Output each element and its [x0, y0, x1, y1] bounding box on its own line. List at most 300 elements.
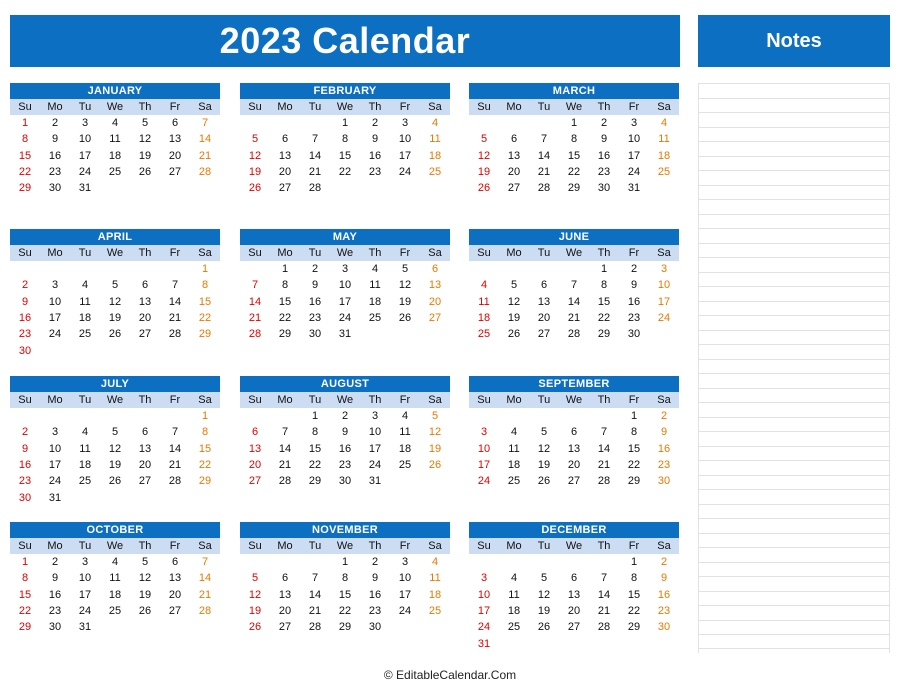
day-cell: 30 [48, 182, 62, 195]
note-line[interactable] [699, 344, 889, 359]
empty-cell [160, 408, 190, 424]
weekday-label: Su [248, 540, 262, 552]
day-cell: 13 [248, 442, 262, 455]
note-line[interactable] [699, 359, 889, 374]
empty-cell [529, 261, 559, 277]
day-cell: 29 [338, 621, 352, 634]
day-cell: 17 [48, 312, 62, 325]
weekday-header [240, 245, 450, 261]
weekday-label: Su [248, 394, 262, 406]
day-cell: 27 [278, 621, 292, 634]
day-cell: 28 [597, 621, 611, 634]
day-cell: 6 [570, 572, 578, 585]
day-cell: 6 [171, 117, 179, 130]
day-cell: 18 [78, 312, 92, 325]
day-cell: 20 [138, 459, 152, 472]
month-april [10, 229, 220, 359]
day-cell: 14 [597, 588, 611, 601]
day-cell: 5 [251, 572, 259, 585]
day-cell: 14 [248, 295, 262, 308]
day-cell: 19 [138, 588, 152, 601]
empty-cell [10, 408, 40, 424]
day-cell: 8 [341, 572, 349, 585]
day-cell: 23 [657, 459, 671, 472]
days-grid [10, 554, 220, 635]
weekday-label: Sa [428, 540, 442, 552]
weekday-label: Mo [47, 101, 63, 113]
weekday-label: Mo [506, 101, 522, 113]
day-cell: 24 [627, 166, 641, 179]
weekday-label: Tu [308, 394, 322, 406]
day-cell: 5 [141, 556, 149, 569]
day-cell: 4 [431, 556, 439, 569]
day-cell: 13 [567, 442, 581, 455]
note-line[interactable] [699, 156, 889, 171]
weekday-label: Sa [657, 247, 671, 259]
day-cell: 19 [108, 312, 122, 325]
weekday-label: Sa [428, 101, 442, 113]
note-line[interactable] [699, 402, 889, 417]
day-cell: 20 [278, 166, 292, 179]
note-line[interactable] [699, 243, 889, 258]
weekday-label: We [565, 247, 583, 259]
month-june [469, 229, 679, 342]
weekday-label: Tu [537, 394, 551, 406]
day-cell: 11 [429, 572, 441, 585]
day-cell: 16 [48, 588, 62, 601]
day-cell: 14 [537, 149, 551, 162]
day-cell: 5 [540, 572, 548, 585]
day-cell: 11 [399, 426, 411, 439]
weekday-header [469, 245, 679, 261]
day-cell: 16 [627, 295, 641, 308]
day-cell: 11 [369, 279, 381, 292]
weekday-label: Su [18, 101, 32, 113]
page-title: 2023 Calendar [10, 15, 680, 67]
weekday-label: Su [477, 247, 491, 259]
day-cell: 22 [18, 166, 32, 179]
weekday-label: Tu [78, 540, 92, 552]
day-cell: 21 [597, 459, 611, 472]
note-line[interactable] [699, 127, 889, 142]
day-cell: 7 [600, 572, 608, 585]
day-cell: 26 [248, 621, 262, 634]
day-cell: 29 [278, 328, 292, 341]
day-cell: 16 [657, 442, 671, 455]
day-cell: 18 [368, 295, 382, 308]
note-line[interactable] [699, 272, 889, 287]
day-cell: 14 [168, 295, 182, 308]
weekday-label: Fr [169, 540, 181, 552]
days-grid [240, 115, 450, 196]
day-cell: 22 [198, 312, 212, 325]
weekday-label: Sa [198, 540, 212, 552]
weekday-header [240, 99, 450, 115]
day-cell: 9 [51, 572, 59, 585]
weekday-header [240, 538, 450, 554]
empty-cell [40, 408, 70, 424]
empty-cell [499, 554, 529, 570]
empty-cell [270, 115, 300, 131]
month-january [10, 83, 220, 196]
note-line[interactable] [699, 315, 889, 330]
note-line[interactable] [699, 199, 889, 214]
day-cell: 25 [428, 605, 442, 618]
note-line[interactable] [699, 446, 889, 461]
day-cell: 8 [341, 133, 349, 146]
day-cell: 9 [311, 279, 319, 292]
day-cell: 25 [78, 328, 92, 341]
day-cell: 12 [398, 279, 412, 292]
note-line[interactable] [699, 112, 889, 127]
day-cell: 7 [171, 426, 179, 439]
day-cell: 9 [51, 133, 59, 146]
note-line[interactable] [699, 257, 889, 272]
day-cell: 6 [540, 279, 548, 292]
day-cell: 19 [248, 166, 262, 179]
note-line[interactable] [699, 634, 889, 649]
day-cell: 17 [477, 459, 491, 472]
day-cell: 13 [537, 295, 551, 308]
day-cell: 24 [368, 459, 382, 472]
day-cell: 27 [507, 182, 521, 195]
day-cell: 13 [428, 279, 442, 292]
day-cell: 26 [537, 475, 551, 488]
day-cell: 11 [109, 133, 121, 146]
day-cell: 16 [597, 149, 611, 162]
weekday-label: Su [477, 394, 491, 406]
day-cell: 26 [537, 621, 551, 634]
day-cell: 4 [510, 572, 518, 585]
weekday-label: Mo [277, 247, 293, 259]
empty-cell [240, 554, 270, 570]
day-cell: 11 [508, 588, 520, 601]
day-cell: 3 [480, 572, 488, 585]
day-cell: 23 [368, 605, 382, 618]
day-cell: 9 [660, 572, 668, 585]
weekday-label: Fr [628, 247, 640, 259]
weekday-label: Th [597, 101, 611, 113]
note-line[interactable] [699, 620, 889, 635]
day-cell: 11 [508, 442, 520, 455]
day-cell: 7 [201, 117, 209, 130]
day-cell: 2 [21, 426, 29, 439]
day-cell: 2 [600, 117, 608, 130]
day-cell: 16 [368, 149, 382, 162]
day-cell: 29 [18, 621, 32, 634]
day-cell: 25 [108, 605, 122, 618]
days-grid [469, 115, 679, 196]
day-cell: 7 [311, 133, 319, 146]
weekday-label: Fr [399, 540, 411, 552]
day-cell: 6 [141, 426, 149, 439]
weekday-label: We [336, 101, 354, 113]
day-cell: 15 [338, 149, 352, 162]
day-cell: 17 [78, 588, 92, 601]
note-line[interactable] [699, 417, 889, 432]
weekday-label: Mo [506, 540, 522, 552]
day-cell: 27 [428, 312, 442, 325]
empty-cell [300, 115, 330, 131]
weekday-label: Fr [628, 540, 640, 552]
day-cell: 4 [510, 426, 518, 439]
note-line[interactable] [699, 330, 889, 345]
day-cell: 10 [48, 295, 62, 308]
day-cell: 3 [341, 263, 349, 276]
day-cell: 5 [540, 426, 548, 439]
day-cell: 8 [201, 279, 209, 292]
note-line[interactable] [699, 170, 889, 185]
day-cell: 20 [138, 312, 152, 325]
day-cell: 16 [368, 588, 382, 601]
day-cell: 12 [507, 295, 521, 308]
weekday-label: Tu [78, 101, 92, 113]
day-cell: 13 [278, 149, 292, 162]
month-name: JULY [10, 376, 220, 392]
note-line[interactable] [699, 388, 889, 403]
day-cell: 14 [168, 442, 182, 455]
note-line[interactable] [699, 185, 889, 200]
day-cell: 25 [477, 328, 491, 341]
day-cell: 23 [627, 312, 641, 325]
day-cell: 9 [341, 426, 349, 439]
day-cell: 22 [338, 605, 352, 618]
note-line[interactable] [699, 286, 889, 301]
month-october [10, 522, 220, 635]
day-cell: 31 [338, 328, 352, 341]
day-cell: 22 [627, 605, 641, 618]
day-cell: 29 [308, 475, 322, 488]
month-name: NOVEMBER [240, 522, 450, 538]
notes-title: Notes [698, 15, 890, 67]
day-cell: 28 [248, 328, 262, 341]
day-cell: 2 [630, 263, 638, 276]
note-line[interactable] [699, 605, 889, 620]
day-cell: 26 [248, 182, 262, 195]
note-line[interactable] [699, 547, 889, 562]
note-line[interactable] [699, 228, 889, 243]
weekday-label: Mo [506, 247, 522, 259]
note-line[interactable] [699, 591, 889, 606]
day-cell: 26 [507, 328, 521, 341]
weekday-label: Th [597, 247, 611, 259]
weekday-label: Su [18, 247, 32, 259]
note-line[interactable] [699, 518, 889, 533]
day-cell: 19 [537, 459, 551, 472]
day-cell: 6 [510, 133, 518, 146]
note-line[interactable] [699, 533, 889, 548]
day-cell: 10 [398, 572, 412, 585]
day-cell: 1 [21, 117, 29, 130]
weekday-label: Tu [537, 540, 551, 552]
day-cell: 21 [198, 149, 212, 162]
note-line[interactable] [699, 475, 889, 490]
day-cell: 22 [278, 312, 292, 325]
day-cell: 14 [308, 149, 322, 162]
empty-cell [70, 261, 100, 277]
empty-cell [559, 261, 589, 277]
day-cell: 26 [477, 182, 491, 195]
day-cell: 19 [428, 442, 442, 455]
day-cell: 17 [477, 605, 491, 618]
weekday-label: Sa [657, 101, 671, 113]
day-cell: 19 [108, 459, 122, 472]
day-cell: 15 [18, 588, 32, 601]
day-cell: 18 [398, 442, 412, 455]
weekday-label: Tu [308, 540, 322, 552]
day-cell: 15 [198, 295, 212, 308]
day-cell: 25 [78, 475, 92, 488]
day-cell: 18 [108, 149, 122, 162]
weekday-label: Su [248, 101, 262, 113]
day-cell: 7 [201, 556, 209, 569]
day-cell: 12 [138, 133, 152, 146]
day-cell: 13 [507, 149, 521, 162]
weekday-label: Tu [78, 394, 92, 406]
note-line[interactable] [699, 141, 889, 156]
empty-cell [240, 408, 270, 424]
day-cell: 3 [660, 263, 668, 276]
day-cell: 19 [507, 312, 521, 325]
day-cell: 21 [308, 605, 322, 618]
day-cell: 5 [401, 263, 409, 276]
weekday-label: Mo [277, 394, 293, 406]
day-cell: 28 [198, 605, 212, 618]
day-cell: 10 [627, 133, 641, 146]
day-cell: 10 [338, 279, 352, 292]
day-cell: 10 [398, 133, 412, 146]
day-cell: 10 [477, 588, 491, 601]
day-cell: 18 [507, 459, 521, 472]
day-cell: 3 [401, 556, 409, 569]
day-cell: 28 [308, 182, 322, 195]
weekday-label: Fr [169, 247, 181, 259]
day-cell: 20 [428, 295, 442, 308]
day-cell: 7 [281, 426, 289, 439]
day-cell: 3 [401, 117, 409, 130]
day-cell: 23 [48, 166, 62, 179]
day-cell: 27 [278, 182, 292, 195]
day-cell: 27 [248, 475, 262, 488]
weekday-label: Mo [47, 247, 63, 259]
day-cell: 8 [600, 279, 608, 292]
day-cell: 8 [21, 572, 29, 585]
day-cell: 17 [657, 295, 671, 308]
days-grid [240, 261, 450, 342]
weekday-label: Fr [169, 394, 181, 406]
day-cell: 30 [48, 621, 62, 634]
day-cell: 16 [338, 442, 352, 455]
day-cell: 28 [168, 475, 182, 488]
day-cell: 24 [477, 475, 491, 488]
day-cell: 20 [507, 166, 521, 179]
day-cell: 8 [21, 133, 29, 146]
day-cell: 4 [401, 410, 409, 423]
day-cell: 29 [18, 182, 32, 195]
empty-cell [130, 408, 160, 424]
note-line[interactable] [699, 489, 889, 504]
day-cell: 30 [597, 182, 611, 195]
day-cell: 4 [81, 279, 89, 292]
weekday-label: Sa [198, 394, 212, 406]
day-cell: 23 [18, 475, 32, 488]
day-cell: 24 [657, 312, 671, 325]
day-cell: 12 [248, 149, 262, 162]
day-cell: 17 [627, 149, 641, 162]
note-line[interactable] [699, 214, 889, 229]
note-line[interactable] [699, 373, 889, 388]
day-cell: 30 [308, 328, 322, 341]
notes-area[interactable] [698, 83, 890, 653]
note-line[interactable] [699, 562, 889, 577]
empty-cell [469, 261, 499, 277]
weekday-label: Tu [78, 247, 92, 259]
month-february [240, 83, 450, 196]
day-cell: 31 [368, 475, 382, 488]
day-cell: 18 [428, 149, 442, 162]
day-cell: 19 [537, 605, 551, 618]
month-name: MAY [240, 229, 450, 245]
day-cell: 18 [657, 149, 671, 162]
day-cell: 5 [251, 133, 259, 146]
note-line[interactable] [699, 504, 889, 519]
day-cell: 15 [627, 588, 641, 601]
note-line[interactable] [699, 98, 889, 113]
weekday-header [10, 99, 220, 115]
day-cell: 23 [597, 166, 611, 179]
empty-cell [469, 115, 499, 131]
day-cell: 10 [48, 442, 62, 455]
day-cell: 9 [371, 572, 379, 585]
day-cell: 15 [567, 149, 581, 162]
day-cell: 24 [398, 166, 412, 179]
days-grid [10, 261, 220, 359]
day-cell: 21 [537, 166, 551, 179]
day-cell: 11 [109, 572, 121, 585]
day-cell: 22 [308, 459, 322, 472]
day-cell: 15 [278, 295, 292, 308]
day-cell: 29 [198, 475, 212, 488]
weekday-label: Th [368, 540, 382, 552]
day-cell: 24 [48, 328, 62, 341]
day-cell: 6 [570, 426, 578, 439]
note-line[interactable] [699, 576, 889, 591]
day-cell: 13 [138, 442, 152, 455]
day-cell: 25 [507, 475, 521, 488]
note-line[interactable] [699, 431, 889, 446]
day-cell: 15 [308, 442, 322, 455]
month-july [10, 376, 220, 506]
note-line[interactable] [699, 301, 889, 316]
day-cell: 2 [371, 117, 379, 130]
day-cell: 27 [567, 621, 581, 634]
note-line[interactable] [699, 83, 889, 98]
day-cell: 28 [597, 475, 611, 488]
day-cell: 19 [248, 605, 262, 618]
day-cell: 20 [278, 605, 292, 618]
note-line[interactable] [699, 460, 889, 475]
day-cell: 7 [311, 572, 319, 585]
day-cell: 24 [477, 621, 491, 634]
weekday-header [240, 392, 450, 408]
footer-credit: © EditableCalendar.Com [383, 668, 517, 682]
month-name: DECEMBER [469, 522, 679, 538]
weekday-label: We [106, 247, 124, 259]
day-cell: 2 [371, 556, 379, 569]
day-cell: 3 [371, 410, 379, 423]
day-cell: 23 [18, 328, 32, 341]
day-cell: 18 [428, 588, 442, 601]
